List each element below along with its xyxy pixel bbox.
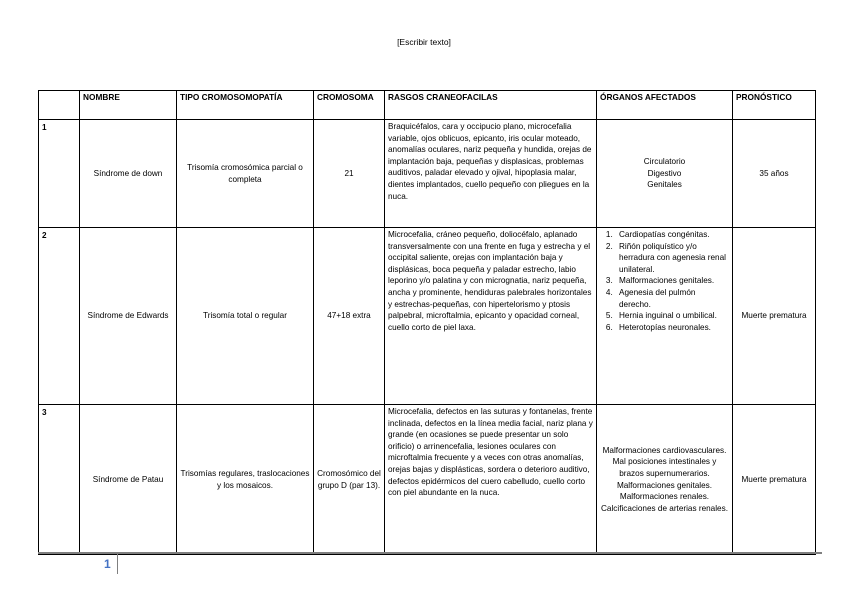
cell-rasgos: Microcefalia, defectos en las suturas y fontanelas, frente inclinada, defectos en la línea media facial, nariz plana y grande (en ocasiones se puede presentar un solo orificio) o arrinencefalia, lesiones oculares con microftalmia frecuente y a veces con otras anomalías, orejas bajas y displásticas, sordera o deterioro auditivo, defectos epidérmicos del cuero cabelludo, cuello corto con piel abundante en la nuca. (385, 405, 597, 555)
cell-organos (597, 405, 733, 555)
organ-item: Malformaciones cardiovasculares. (602, 445, 727, 455)
cell-pronostico: 35 años (733, 120, 816, 228)
cell-organos (597, 120, 733, 228)
table-row (39, 120, 816, 228)
header-row (39, 91, 816, 120)
cell-pronostico: Muerte prematura (733, 228, 816, 405)
organ-item: 1. Cardiopatías congénitas. (615, 229, 729, 241)
cell-pronostico: Muerte prematura (733, 405, 816, 555)
row-number: 3 (39, 405, 80, 555)
organ-item: 4. Agenesia del pulmón derecho. (615, 287, 729, 310)
footer-divider (38, 552, 822, 554)
col-organos-header: ÓRGANOS AFECTADOS (597, 91, 733, 120)
table-row (39, 228, 816, 405)
organ-item: 6. Heterotopías neuronales. (615, 322, 729, 334)
organ-item: Genitales (647, 180, 682, 190)
organ-list (600, 229, 729, 333)
cell-nombre: Síndrome de Patau (80, 405, 177, 555)
organ-item: Circulatorio (643, 157, 686, 167)
organ-item: 2. Riñón poliquístico y/o herradura con agenesia renal unilateral. (615, 241, 729, 276)
col-pronostico-header: PRONÓSTICO (733, 91, 816, 120)
col-tipo-header: TIPO CROMOSOMOPATÍA (177, 91, 314, 120)
page-number: 1 (104, 557, 111, 571)
row-number: 2 (39, 228, 80, 405)
page-header: [Escribir texto] (397, 37, 451, 47)
organ-item: Mal posiciones intestinales y brazos supernumerarios. (612, 457, 717, 478)
cell-organos (597, 228, 733, 405)
row-number: 1 (39, 120, 80, 228)
cell-cromosoma: 47+18 extra (314, 228, 385, 405)
cell-rasgos: Braquicéfalos, cara y occipucio plano, microcefalia variable, ojos oblicuos, epicanto, iris ocular moteado, anomalías oculares, nariz pequeña y hundida, orejas de implantación baja, pequeñas y displasicas, problemas auditivos, paladar elevado y ojival, hipoplasia malar, dientes implantados, cuello pequeño con pliegues en la nuca. (385, 120, 597, 228)
footer-vertical-bar (117, 554, 118, 574)
col-nombre-header: NOMBRE (80, 91, 177, 120)
cell-tipo: Trisomías regulares, traslocaciones y los mosaicos. (177, 405, 314, 555)
col-cromosoma-header: CROMOSOMA (314, 91, 385, 120)
col-rasgos-header: RASGOS CRANEOFACILAS (385, 91, 597, 120)
cell-nombre: Síndrome de down (80, 120, 177, 228)
cell-tipo: Trisomía cromosómica parcial o completa (177, 120, 314, 228)
col-num-header (39, 91, 80, 120)
organ-item: Digestivo (647, 168, 682, 178)
table-row (39, 405, 816, 555)
organ-item: Malformaciones genitales. (616, 480, 713, 490)
cell-tipo: Trisomía total o regular (177, 228, 314, 405)
syndromes-table (38, 90, 816, 555)
organ-item: Malformaciones renales. (619, 492, 710, 502)
organ-item: 5. Hernia inguinal o umbilical. (615, 310, 729, 322)
cell-cromosoma: 21 (314, 120, 385, 228)
cell-cromosoma: Cromosómico del grupo D (par 13). (314, 405, 385, 555)
organ-item: Calcificaciones de arterias renales. (601, 503, 728, 513)
organ-item: 3. Malformaciones genitales. (615, 275, 729, 287)
cell-rasgos: Microcefalia, cráneo pequeño, doliocéfalo, aplanado transversalmente con una frente en fuga y estrecha y el occipital saliente, orejas con implantación baja y displásicas, boca pequeña y paladar estrecho, labio leporino y/o palatina y con micrognatia, nariz pequeña, ancha y prominente, hendiduras palebrales horizontales y estrechas-pequeñas, con hipertelorismo y ptosis palpebral, microftalmia, epicanto y opacidad corneal, cuello corto de piel laxa. (385, 228, 597, 405)
cell-nombre: Síndrome de Edwards (80, 228, 177, 405)
